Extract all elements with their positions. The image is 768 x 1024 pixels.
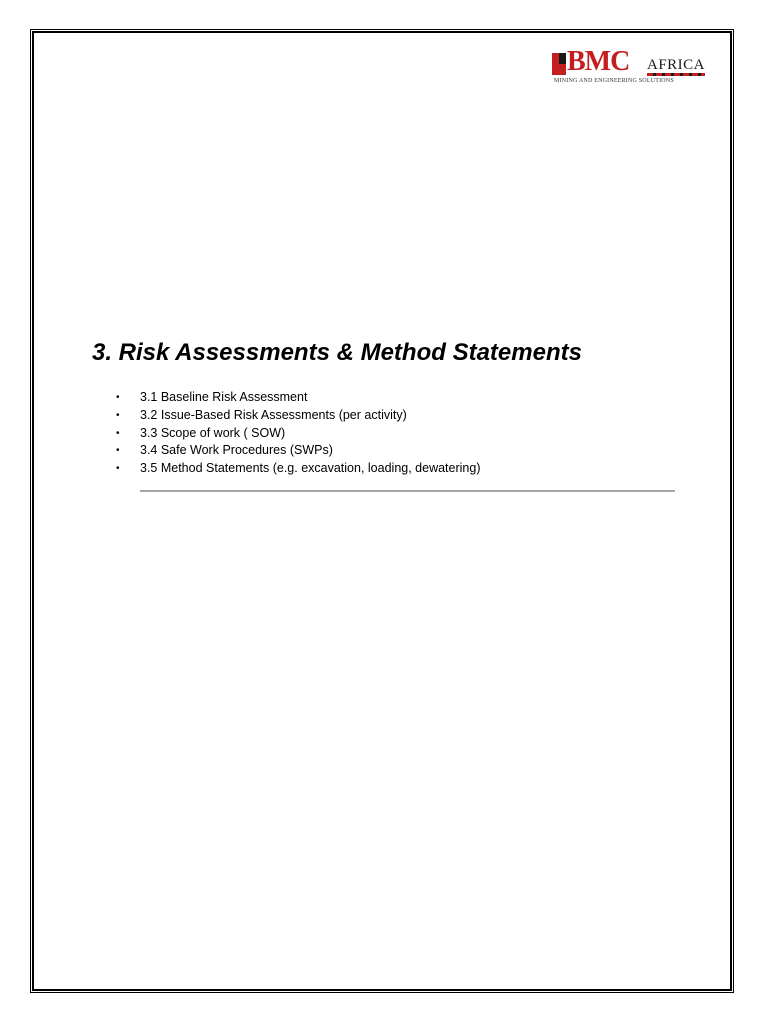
list-item-label: 3.1 Baseline Risk Assessment <box>140 390 308 404</box>
list-item-label: 3.4 Safe Work Procedures (SWPs) <box>140 443 333 458</box>
bullet-icon: • <box>116 427 120 439</box>
bullet-icon: • <box>116 463 120 475</box>
company-logo <box>552 46 712 90</box>
page-border-inner <box>33 32 731 990</box>
logo-tagline: MINING AND ENGINEERING SOLUTIONS <box>554 78 674 84</box>
list-item <box>116 460 480 478</box>
logo-mark-accent-icon <box>559 53 566 64</box>
logo-underline <box>647 73 705 76</box>
list-item-label: 3.5 Method Statements (e.g. excavation, loading, dewatering) <box>140 461 481 476</box>
section-heading: 3. Risk Assessments & Method Statements <box>92 339 582 366</box>
logo-region: AFRICA <box>647 57 706 73</box>
bullet-icon: • <box>116 445 120 457</box>
list-item-label: 3.2 Issue-Based Risk Assessments (per activity) <box>140 407 407 422</box>
list-item <box>116 442 480 460</box>
bullet-icon: • <box>116 409 120 421</box>
list-item <box>116 407 480 425</box>
list-item <box>116 389 480 407</box>
list-item <box>116 425 480 443</box>
logo-brand: BMC <box>567 46 630 77</box>
list-item-label: 3.3 Scope of work ( SOW) <box>140 425 286 440</box>
section-item-list <box>116 389 480 478</box>
horizontal-rule <box>140 490 675 492</box>
bullet-icon: • <box>116 392 120 403</box>
